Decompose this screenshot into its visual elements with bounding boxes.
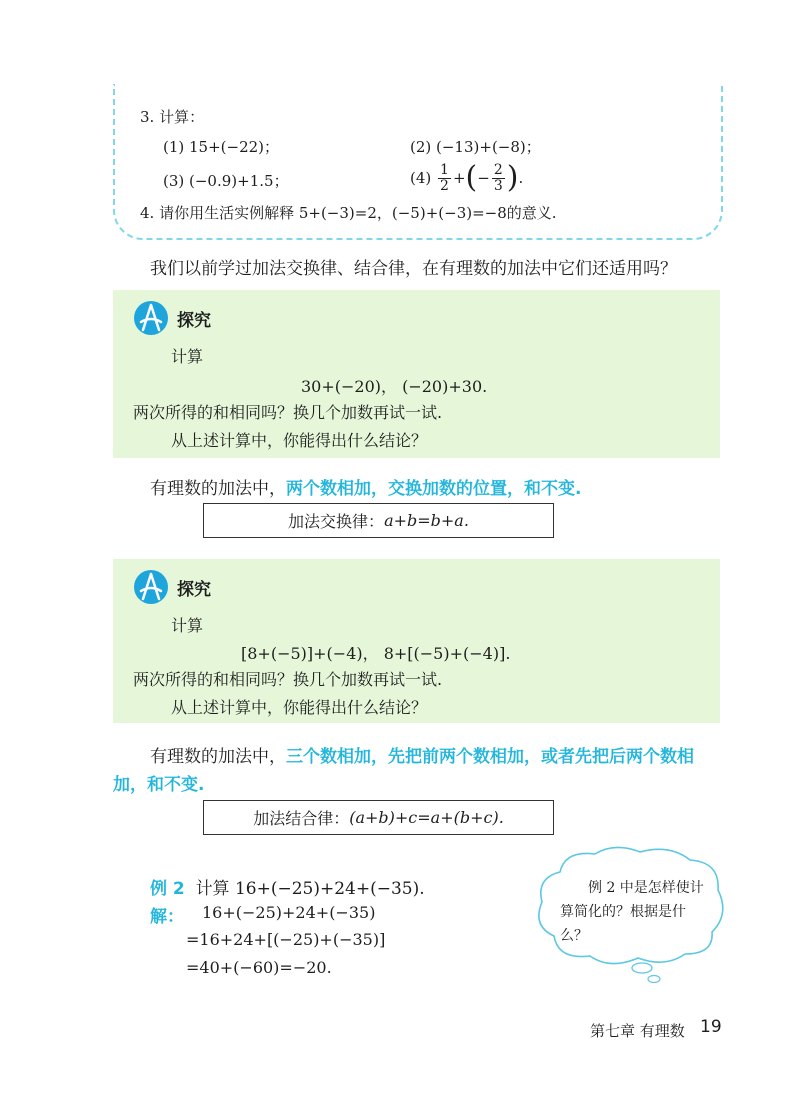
associative-law-label: 加法结合律： bbox=[253, 809, 350, 828]
intro-question: 我们以前学过加法交换律、结合律，在有理数的加法中它们还适用吗？ bbox=[150, 259, 677, 279]
exercise-3-title: 3. 计算： bbox=[140, 108, 205, 126]
associative-highlight-1: 三个数相加，先把前两个数相加，或者先把后两个数相 bbox=[286, 747, 694, 767]
fraction-one-half: $\frac{1}{2}$ bbox=[440, 161, 449, 194]
fraction-two-thirds: $\frac{2}{3}$ bbox=[493, 161, 503, 194]
explore1-compute: 计算 bbox=[171, 347, 204, 366]
cloud-note: 例 2 中是怎样使计算简化的？根据是什么？ bbox=[560, 880, 704, 944]
commutative-law-label: 加法交换律： bbox=[288, 512, 385, 531]
commutative-highlight: 两个数相加，交换加数的位置，和不变. bbox=[286, 479, 582, 499]
solution-line-1: 16+(−25)+24+(−35) bbox=[202, 903, 376, 922]
compass-icon bbox=[133, 300, 169, 336]
commutative-law-box bbox=[203, 503, 554, 538]
example-label: 例 2 bbox=[150, 879, 185, 899]
explore2-expression: [8+(−5)]+(−4)， 8+[(−5)+(−4)]. bbox=[241, 644, 511, 663]
explore2-compute: 计算 bbox=[171, 616, 204, 635]
chapter-title: 第七章 有理数 bbox=[590, 1022, 685, 1040]
explore-title-2: 探究 bbox=[177, 580, 211, 600]
associative-law-formula: (a+b)+c=a+(b+c). bbox=[349, 808, 504, 827]
explore1-question-1: 两次所得的和相同吗？换几个加数再试一试. bbox=[133, 403, 443, 422]
exercise-3-4-prefix: (4) bbox=[410, 169, 432, 187]
commutative-law-formula: a+b=b+a. bbox=[384, 511, 469, 530]
associative-highlight-2: 加，和不变. bbox=[113, 775, 205, 795]
associative-law-box bbox=[203, 800, 554, 835]
example-2-problem bbox=[150, 874, 425, 899]
exercise-3-3: (3) (−0.9)+1.5； bbox=[163, 172, 289, 190]
explore-box-1 bbox=[113, 290, 720, 458]
solution-line-2: =16+24+[(−25)+(−35)] bbox=[186, 930, 386, 949]
solution-label: 解： bbox=[150, 907, 184, 927]
commutative-statement bbox=[150, 474, 581, 499]
exercise-3-2: (2) (−13)+(−8)； bbox=[410, 138, 541, 156]
explore1-expression: 30+(−20)， (−20)+30. bbox=[301, 377, 488, 396]
explore2-question-2: 从上述计算中，你能得出什么结论？ bbox=[171, 698, 428, 717]
exercise-3-1: (1) 15+(−22)； bbox=[163, 138, 280, 156]
explore-title-1: 探究 bbox=[177, 311, 211, 331]
associative-statement bbox=[150, 742, 694, 767]
explore1-question-2: 从上述计算中，你能得出什么结论？ bbox=[171, 431, 428, 450]
explore-box-2 bbox=[113, 559, 720, 723]
page-number: 19 bbox=[700, 1017, 722, 1037]
explore2-question-1: 两次所得的和相同吗？换几个加数再试一试. bbox=[133, 670, 443, 689]
exercise-3-4: (4) $\frac{1}{2}$ + ( − $\frac{2}{3}$ ) . bbox=[410, 160, 524, 195]
associative-lead: 有理数的加法中， bbox=[150, 747, 286, 767]
commutative-lead: 有理数的加法中， bbox=[150, 479, 286, 499]
example-problem-text: 计算 16+(−25)+24+(−35). bbox=[195, 879, 425, 899]
solution-line-3: =40+(−60)=−20. bbox=[186, 958, 332, 977]
compass-icon bbox=[133, 569, 169, 605]
exercise-4: 4. 请你用生活实例解释 5+(−3)=2，(−5)+(−3)=−8的意义. bbox=[140, 204, 557, 222]
